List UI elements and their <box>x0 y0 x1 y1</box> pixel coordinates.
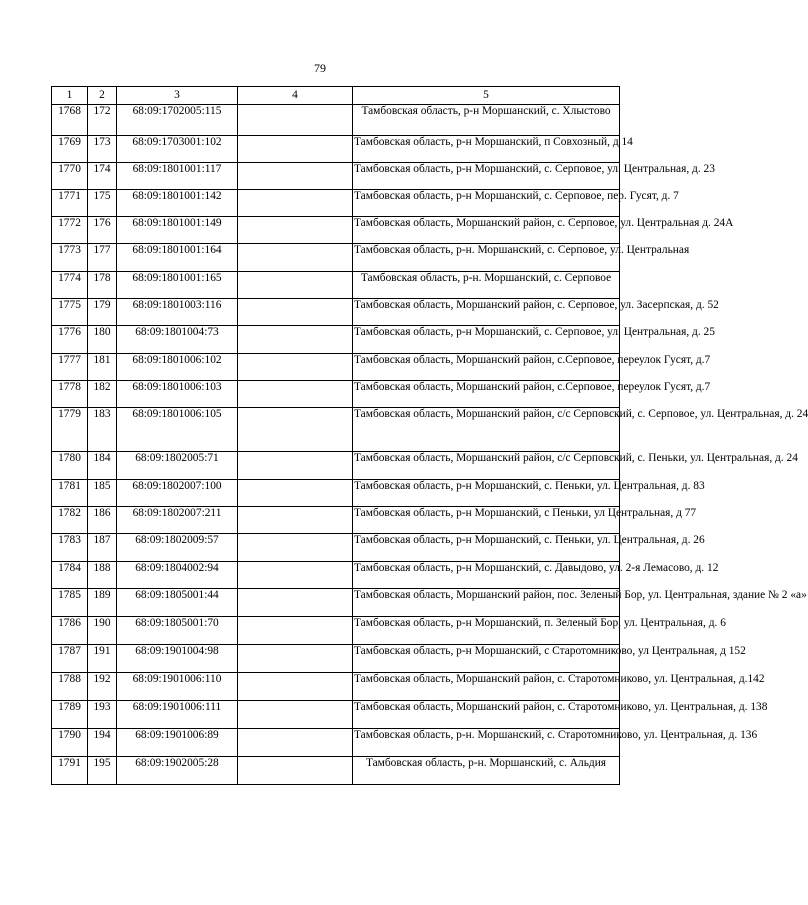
row-number: 1781 <box>52 480 88 507</box>
table-row <box>52 507 620 534</box>
table-row <box>52 105 620 136</box>
local-number: 192 <box>88 673 117 701</box>
property-registry-table <box>51 86 808 785</box>
cadastral-number: 68:09:1802009:57 <box>117 534 238 562</box>
address: Тамбовская область, р-н Моршанский, п. Зеленый Бор, ул. Центральная, д. 6 <box>353 617 620 645</box>
row-number: 1786 <box>52 617 88 645</box>
column-4-cell <box>238 507 353 534</box>
cadastral-number: 68:09:1805001:70 <box>117 617 238 645</box>
address: Тамбовская область, р-н Моршанский, с. Серповое, пер. Гусят, д. 7 <box>353 190 620 217</box>
column-4-cell <box>238 381 353 408</box>
column-4-cell <box>238 190 353 217</box>
row-number: 1770 <box>52 163 88 190</box>
table-row <box>52 272 620 299</box>
local-number: 188 <box>88 562 117 589</box>
cadastral-number: 68:09:1802007:211 <box>117 507 238 534</box>
cadastral-number: 68:09:1702005:115 <box>117 105 238 136</box>
cadastral-number: 68:09:1801003:116 <box>117 299 238 326</box>
local-number: 190 <box>88 617 117 645</box>
row-number: 1769 <box>52 136 88 163</box>
table-row <box>52 729 620 757</box>
column-4-cell <box>238 534 353 562</box>
column-4-cell <box>238 136 353 163</box>
row-number: 1777 <box>52 354 88 381</box>
table-row <box>52 534 620 562</box>
column-4-cell <box>238 299 353 326</box>
table-row <box>52 562 620 589</box>
column-4-cell <box>238 217 353 244</box>
row-number: 1789 <box>52 701 88 729</box>
row-number: 1787 <box>52 645 88 673</box>
table-row <box>52 452 620 480</box>
table-row <box>52 589 620 617</box>
row-number: 1774 <box>52 272 88 299</box>
cadastral-number: 68:09:1901006:89 <box>117 729 238 757</box>
local-number: 174 <box>88 163 117 190</box>
local-number: 172 <box>88 105 117 136</box>
local-number: 173 <box>88 136 117 163</box>
table-row <box>52 354 620 381</box>
row-number: 1784 <box>52 562 88 589</box>
cadastral-number: 68:09:1901006:111 <box>117 701 238 729</box>
address: Тамбовская область, р-н Моршанский, с. Пеньки, ул. Центральная, д. 26 <box>353 534 620 562</box>
column-4-cell <box>238 480 353 507</box>
address: Тамбовская область, р-н Моршанский, п Совхозный, д 14 <box>353 136 620 163</box>
column-header-3: 3 <box>117 87 238 105</box>
address: Тамбовская область, р-н. Моршанский, с. Серповое <box>353 272 620 299</box>
column-4-cell <box>238 326 353 354</box>
column-4-cell <box>238 408 353 452</box>
local-number: 183 <box>88 408 117 452</box>
address: Тамбовская область, р-н Моршанский, с. Серповое, ул. Центральная, д. 25 <box>353 326 620 354</box>
address: Тамбовская область, р-н Моршанский, с. Пеньки, ул. Центральная, д. 83 <box>353 480 620 507</box>
row-number: 1771 <box>52 190 88 217</box>
local-number: 179 <box>88 299 117 326</box>
row-number: 1768 <box>52 105 88 136</box>
address: Тамбовская область, р-н Моршанский, с. Хлыстово <box>353 105 620 136</box>
cadastral-number: 68:09:1801001:117 <box>117 163 238 190</box>
column-4-cell <box>238 729 353 757</box>
cadastral-number: 68:09:1801006:105 <box>117 408 238 452</box>
table-row <box>52 701 620 729</box>
address: Тамбовская область, Моршанский район, пос. Зеленый Бор, ул. Центральная, здание № 2 «а» <box>353 589 620 617</box>
row-number: 1775 <box>52 299 88 326</box>
table-body <box>52 105 808 785</box>
local-number: 195 <box>88 757 117 785</box>
header-row <box>52 87 620 105</box>
cadastral-number: 68:09:1802005:71 <box>117 452 238 480</box>
row-number: 1782 <box>52 507 88 534</box>
address: Тамбовская область, Моршанский район, с. Серповое, ул. Засерпская, д. 52 <box>353 299 620 326</box>
column-4-cell <box>238 163 353 190</box>
local-number: 187 <box>88 534 117 562</box>
cadastral-number: 68:09:1801006:103 <box>117 381 238 408</box>
address: Тамбовская область, р-н. Моршанский, с. Альдия <box>353 757 620 785</box>
table-row <box>52 326 620 354</box>
cadastral-number: 68:09:1801001:142 <box>117 190 238 217</box>
local-number: 181 <box>88 354 117 381</box>
address: Тамбовская область, Моршанский район, с. Старотомниково, ул. Центральная, д.142 <box>353 673 620 701</box>
table-row <box>52 480 620 507</box>
column-4-cell <box>238 757 353 785</box>
address: Тамбовская область, р-н Моршанский, с. Серповое, ул. Центральная, д. 23 <box>353 163 620 190</box>
local-number: 180 <box>88 326 117 354</box>
local-number: 182 <box>88 381 117 408</box>
address: Тамбовская область, р-н Моршанский, с. Давыдово, ул. 2-я Лемасово, д. 12 <box>353 562 620 589</box>
column-4-cell <box>238 617 353 645</box>
column-4-cell <box>238 244 353 272</box>
column-4-cell <box>238 354 353 381</box>
row-number: 1773 <box>52 244 88 272</box>
cadastral-number: 68:09:1901006:110 <box>117 673 238 701</box>
table-row <box>52 190 620 217</box>
table-row <box>52 244 620 272</box>
local-number: 175 <box>88 190 117 217</box>
address: Тамбовская область, Моршанский район, с/с Серповский, с. Серповое, ул. Центральная, д. 24 <box>353 408 620 452</box>
local-number: 178 <box>88 272 117 299</box>
address: Тамбовская область, Моршанский район, с. Старотомниково, ул. Центральная, д. 138 <box>353 701 620 729</box>
table-row <box>52 757 620 785</box>
row-number: 1779 <box>52 408 88 452</box>
table-row <box>52 299 620 326</box>
column-4-cell <box>238 452 353 480</box>
local-number: 177 <box>88 244 117 272</box>
page-number: 79 <box>314 61 326 75</box>
cadastral-number: 68:09:1801001:165 <box>117 272 238 299</box>
cadastral-number: 68:09:1901004:98 <box>117 645 238 673</box>
address: Тамбовская область, р-н Моршанский, с Пеньки, ул Центральная, д 77 <box>353 507 620 534</box>
local-number: 176 <box>88 217 117 244</box>
local-number: 189 <box>88 589 117 617</box>
row-number: 1778 <box>52 381 88 408</box>
address: Тамбовская область, Моршанский район, с.Серповое, переулок Гусят, д.7 <box>353 381 620 408</box>
table-row <box>52 408 620 452</box>
row-number: 1785 <box>52 589 88 617</box>
address: Тамбовская область, Моршанский район, с. Серповое, ул. Центральная д. 24А <box>353 217 620 244</box>
cadastral-number: 68:09:1805001:44 <box>117 589 238 617</box>
column-4-cell <box>238 673 353 701</box>
address: Тамбовская область, р-н. Моршанский, с. Серповое, ул. Центральная <box>353 244 620 272</box>
row-number: 1790 <box>52 729 88 757</box>
local-number: 184 <box>88 452 117 480</box>
row-number: 1791 <box>52 757 88 785</box>
address: Тамбовская область, р-н. Моршанский, с. Старотомниково, ул. Центральная, д. 136 <box>353 729 620 757</box>
table-row <box>52 217 620 244</box>
local-number: 191 <box>88 645 117 673</box>
local-number: 193 <box>88 701 117 729</box>
row-number: 1776 <box>52 326 88 354</box>
row-number: 1788 <box>52 673 88 701</box>
cadastral-number: 68:09:1802007:100 <box>117 480 238 507</box>
column-header-5: 5 <box>353 87 620 105</box>
table-row <box>52 136 620 163</box>
row-number: 1780 <box>52 452 88 480</box>
column-4-cell <box>238 105 353 136</box>
table-row <box>52 645 620 673</box>
cadastral-number: 68:09:1902005:28 <box>117 757 238 785</box>
address: Тамбовская область, Моршанский район, с/с Серповский, с. Пеньки, ул. Центральная, д. 24 <box>353 452 620 480</box>
row-number: 1783 <box>52 534 88 562</box>
column-header-1: 1 <box>52 87 88 105</box>
column-4-cell <box>238 589 353 617</box>
local-number: 185 <box>88 480 117 507</box>
column-4-cell <box>238 562 353 589</box>
column-4-cell <box>238 701 353 729</box>
cadastral-number: 68:09:1801001:149 <box>117 217 238 244</box>
cadastral-number: 68:09:1804002:94 <box>117 562 238 589</box>
column-header-2: 2 <box>88 87 117 105</box>
table-row <box>52 617 620 645</box>
cadastral-number: 68:09:1703001:102 <box>117 136 238 163</box>
local-number: 194 <box>88 729 117 757</box>
column-header-4: 4 <box>238 87 353 105</box>
column-4-cell <box>238 645 353 673</box>
cadastral-number: 68:09:1801001:164 <box>117 244 238 272</box>
table-row <box>52 381 620 408</box>
address: Тамбовская область, р-н Моршанский, с Старотомниково, ул Центральная, д 152 <box>353 645 620 673</box>
column-4-cell <box>238 272 353 299</box>
cadastral-number: 68:09:1801006:102 <box>117 354 238 381</box>
table-row <box>52 673 620 701</box>
table-row <box>52 163 620 190</box>
local-number: 186 <box>88 507 117 534</box>
cadastral-number: 68:09:1801004:73 <box>117 326 238 354</box>
row-number: 1772 <box>52 217 88 244</box>
address: Тамбовская область, Моршанский район, с.Серповое, переулок Гусят, д.7 <box>353 354 620 381</box>
